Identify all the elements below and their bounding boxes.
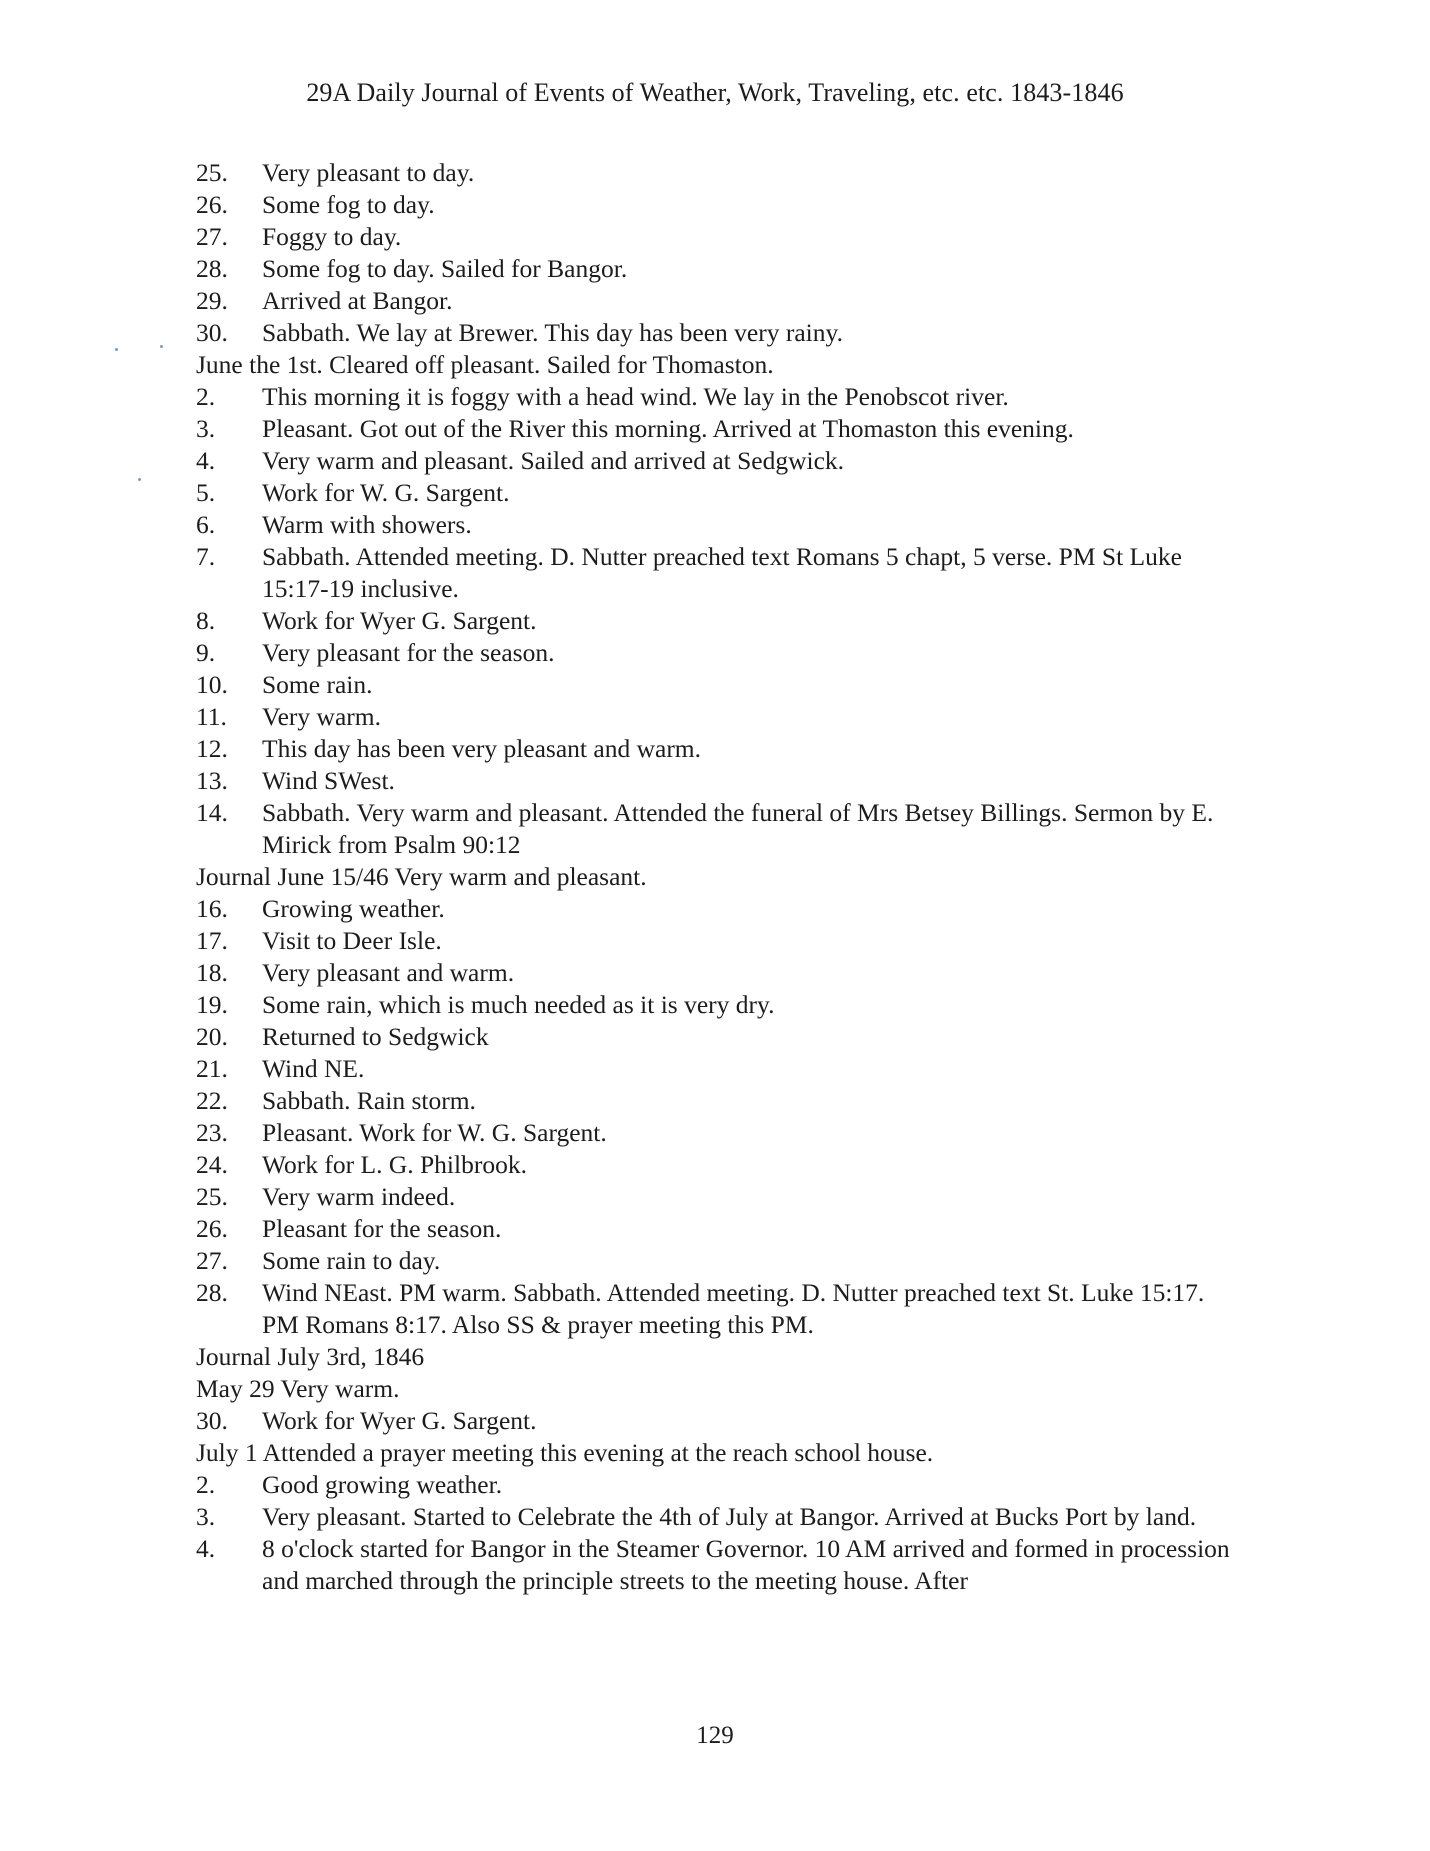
entry-text: Very pleasant and warm.	[262, 958, 515, 987]
entry-text: Very pleasant to day.	[262, 158, 475, 187]
journal-entry	[196, 285, 1236, 317]
entry-text: Wind NE.	[262, 1054, 365, 1083]
entry-day-number: 24.	[196, 1150, 228, 1179]
entry-day-number: 27.	[196, 1246, 228, 1275]
journal-entry	[196, 765, 1236, 797]
journal-entry	[196, 1181, 1236, 1213]
journal-entry	[196, 349, 1236, 381]
entry-day-number: 27.	[196, 222, 228, 251]
entry-day-number: 16.	[196, 894, 228, 923]
scan-speck	[160, 345, 163, 348]
journal-entry	[196, 605, 1236, 637]
entry-text: Sabbath. Very warm and pleasant. Attended the funeral of Mrs Betsey Billings. Sermon by E. Mirick from Psalm 90:12	[262, 798, 1214, 859]
journal-entry	[196, 477, 1236, 509]
journal-entry	[196, 1501, 1236, 1533]
entry-day-number: 23.	[196, 1118, 228, 1147]
entry-day-number: 2.	[196, 382, 216, 411]
journal-entry	[196, 1149, 1236, 1181]
entry-day-number: 12.	[196, 734, 228, 763]
entry-text: Wind NEast. PM warm. Sabbath. Attended meeting. D. Nutter preached text St. Luke 15:17. PM Romans 8:17. Also SS & prayer meeting this PM.	[262, 1278, 1205, 1339]
journal-entry	[196, 509, 1236, 541]
journal-entry	[196, 1533, 1236, 1597]
entry-day-number: 25.	[196, 158, 228, 187]
entry-day-number: 30.	[196, 1406, 228, 1435]
entry-day-number: 13.	[196, 766, 228, 795]
entry-text: Very pleasant. Started to Celebrate the 4th of July at Bangor. Arrived at Bucks Port by land.	[262, 1502, 1197, 1531]
entry-text: Some fog to day.	[262, 190, 435, 219]
entry-text: Visit to Deer Isle.	[262, 926, 442, 955]
entry-day-number: 10.	[196, 670, 228, 699]
entry-text: May 29 Very warm.	[196, 1374, 400, 1403]
journal-entry	[196, 317, 1236, 349]
entry-text: This morning it is foggy with a head wind. We lay in the Penobscot river.	[262, 382, 1009, 411]
entry-day-number: 9.	[196, 638, 216, 667]
entry-day-number: 29.	[196, 286, 228, 315]
entry-day-number: 22.	[196, 1086, 228, 1115]
entry-text: Some rain to day.	[262, 1246, 441, 1275]
entry-day-number: 18.	[196, 958, 228, 987]
journal-entry	[196, 1277, 1236, 1341]
entry-day-number: 2.	[196, 1470, 216, 1499]
journal-entry	[196, 797, 1236, 861]
journal-entries	[196, 157, 1236, 1597]
journal-entry	[196, 541, 1236, 605]
entry-day-number: 28.	[196, 1278, 228, 1307]
entry-text: Foggy to day.	[262, 222, 402, 251]
entry-day-number: 3.	[196, 414, 216, 443]
scan-speck	[138, 478, 141, 481]
entry-text: Pleasant. Work for W. G. Sargent.	[262, 1118, 607, 1147]
entry-day-number: 6.	[196, 510, 216, 539]
entry-text: 8 o'clock started for Bangor in the Steamer Governor. 10 AM arrived and formed in procession and marched through the principle streets to the meeting house. After	[262, 1534, 1230, 1595]
journal-entry	[196, 957, 1236, 989]
entry-text: Pleasant. Got out of the River this morning. Arrived at Thomaston this evening.	[262, 414, 1074, 443]
journal-entry	[196, 157, 1236, 189]
journal-entry	[196, 637, 1236, 669]
entry-text: Sabbath. Attended meeting. D. Nutter preached text Romans 5 chapt, 5 verse. PM St Luke 15:17-19 inclusive.	[262, 542, 1182, 603]
entry-day-number: 8.	[196, 606, 216, 635]
entry-day-number: 7.	[196, 542, 216, 571]
scan-speck	[115, 348, 118, 351]
entry-day-number: 4.	[196, 1534, 216, 1563]
entry-day-number: 28.	[196, 254, 228, 283]
journal-entry	[196, 1213, 1236, 1245]
entry-text: Some rain, which is much needed as it is very dry.	[262, 990, 775, 1019]
entry-day-number: 21.	[196, 1054, 228, 1083]
journal-entry	[196, 189, 1236, 221]
journal-entry	[196, 701, 1236, 733]
journal-entry	[196, 925, 1236, 957]
entry-text: Very warm and pleasant. Sailed and arrived at Sedgwick.	[262, 446, 845, 475]
entry-day-number: 14.	[196, 798, 228, 827]
journal-entry	[196, 669, 1236, 701]
entry-text: Work for Wyer G. Sargent.	[262, 1406, 537, 1435]
entry-text: Sabbath. Rain storm.	[262, 1086, 476, 1115]
entry-text: Work for L. G. Philbrook.	[262, 1150, 527, 1179]
entry-day-number: 11.	[196, 702, 227, 731]
entry-day-number: 26.	[196, 190, 228, 219]
entry-text: Wind SWest.	[262, 766, 395, 795]
entry-text: Very warm.	[262, 702, 381, 731]
journal-entry	[196, 893, 1236, 925]
entry-text: Work for W. G. Sargent.	[262, 478, 510, 507]
entry-text: Journal July 3rd, 1846	[196, 1342, 425, 1371]
journal-entry	[196, 445, 1236, 477]
entry-text: Sabbath. We lay at Brewer. This day has been very rainy.	[262, 318, 843, 347]
journal-entry	[196, 1469, 1236, 1501]
entry-text: Some rain.	[262, 670, 373, 699]
entry-text: Pleasant for the season.	[262, 1214, 502, 1243]
entry-text: Very pleasant for the season.	[262, 638, 555, 667]
entry-text: Very warm indeed.	[262, 1182, 456, 1211]
journal-entry	[196, 1245, 1236, 1277]
journal-entry	[196, 733, 1236, 765]
journal-entry	[196, 861, 1236, 893]
entry-day-number: 30.	[196, 318, 228, 347]
entry-text: Work for Wyer G. Sargent.	[262, 606, 537, 635]
page-header: 29A Daily Journal of Events of Weather, Work, Traveling, etc. etc. 1843-1846	[306, 78, 1124, 107]
entry-day-number: 19.	[196, 990, 228, 1019]
journal-entry	[196, 253, 1236, 285]
entry-day-number: 4.	[196, 446, 216, 475]
entry-text: Some fog to day. Sailed for Bangor.	[262, 254, 628, 283]
journal-entry	[196, 381, 1236, 413]
journal-entry	[196, 1405, 1236, 1437]
entry-day-number: 3.	[196, 1502, 216, 1531]
journal-entry	[196, 1373, 1236, 1405]
entry-text: This day has been very pleasant and warm.	[262, 734, 702, 763]
entry-text: Growing weather.	[262, 894, 445, 923]
entry-text: July 1 Attended a prayer meeting this evening at the reach school house.	[196, 1438, 934, 1467]
journal-entry	[196, 1085, 1236, 1117]
entry-text: Warm with showers.	[262, 510, 472, 539]
entry-text: Returned to Sedgwick	[262, 1022, 489, 1051]
journal-entry	[196, 1437, 1236, 1469]
entry-day-number: 25.	[196, 1182, 228, 1211]
page-number: 129	[696, 1722, 734, 1749]
journal-entry	[196, 1117, 1236, 1149]
entry-day-number: 5.	[196, 478, 216, 507]
journal-entry	[196, 413, 1236, 445]
journal-entry	[196, 989, 1236, 1021]
entry-day-number: 20.	[196, 1022, 228, 1051]
journal-entry	[196, 1053, 1236, 1085]
entry-text: Journal June 15/46 Very warm and pleasant.	[196, 862, 647, 891]
journal-entry	[196, 1341, 1236, 1373]
entry-day-number: 26.	[196, 1214, 228, 1243]
journal-entry	[196, 221, 1236, 253]
journal-entry	[196, 1021, 1236, 1053]
entry-day-number: 17.	[196, 926, 228, 955]
entry-text: Good growing weather.	[262, 1470, 503, 1499]
entry-text: June the 1st. Cleared off pleasant. Sailed for Thomaston.	[196, 350, 774, 379]
entry-text: Arrived at Bangor.	[262, 286, 453, 315]
